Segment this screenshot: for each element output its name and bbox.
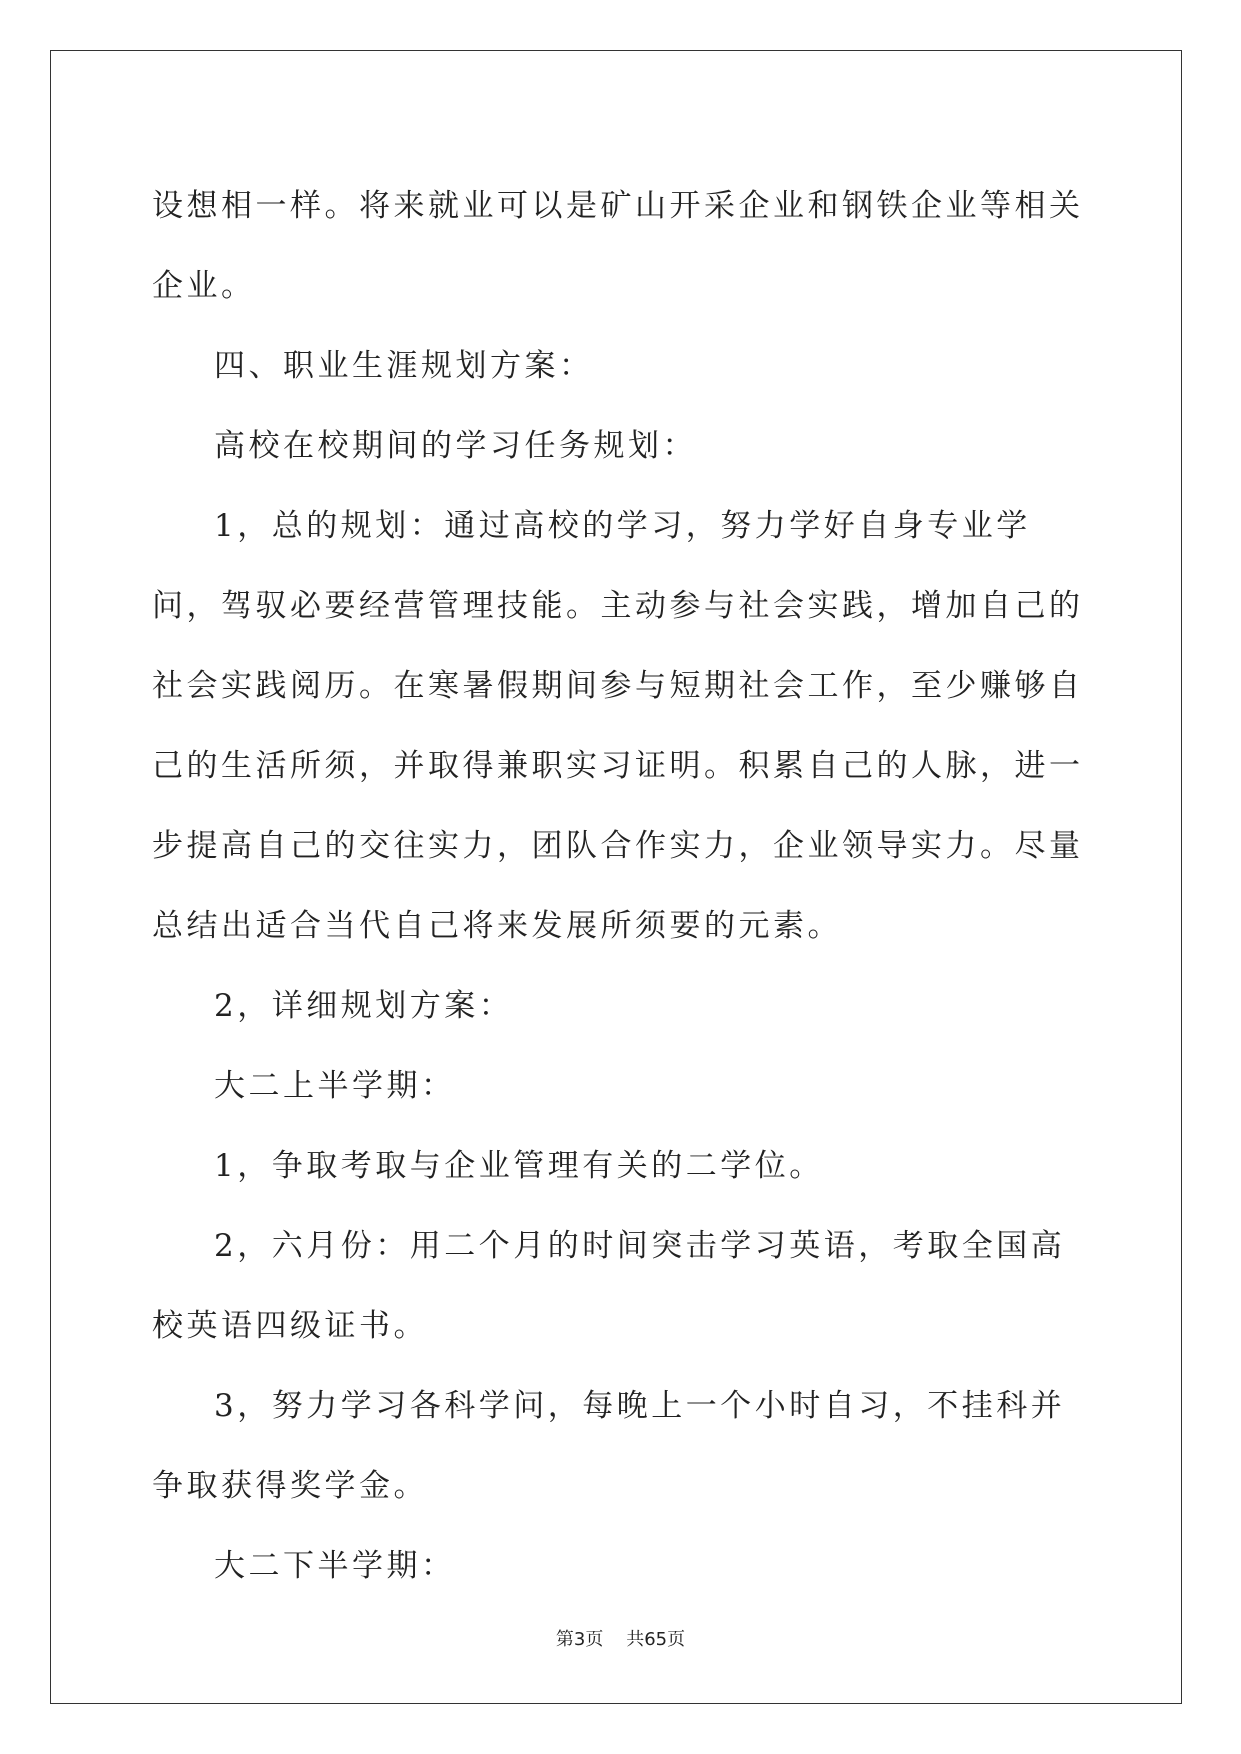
paragraph-6: 大二上半学期： xyxy=(214,1068,456,1104)
paragraph-2: 四、职业生涯规划方案： xyxy=(214,348,594,384)
paragraph-9: 3，努力学习各科学问，每晚上一个小时自习，不挂科并争取获得奖学金。 xyxy=(152,1388,1066,1504)
page-footer xyxy=(0,1625,1241,1651)
paragraph-3: 高校在校期间的学习任务规划： xyxy=(214,428,697,464)
paragraph-10: 大二下半学期： xyxy=(214,1548,456,1584)
paragraph-5: 2，详细规划方案： xyxy=(214,988,514,1024)
document-body xyxy=(152,166,1090,1606)
paragraph-4: 1，总的规划：通过高校的学习，努力学好自身专业学问，驾驭必要经营管理技能。主动参与社会实践，增加自己的社会实践阅历。在寒暑假期间参与短期社会工作，至少赚够自己的生活所须，并取得兼职实习证明。积累自己的人脉，进一步提高自己的交往实力，团队合作实力，企业领导实力。尽量总结出适合当代自己将来发展所须要的元素。 xyxy=(152,508,1084,944)
paragraph-8: 2，六月份：用二个月的时间突击学习英语，考取全国高校英语四级证书。 xyxy=(152,1228,1066,1344)
paragraph-7: 1，争取考取与企业管理有关的二学位。 xyxy=(214,1148,824,1184)
page-number: 第3页 xyxy=(555,1629,604,1650)
page-total: 共65页 xyxy=(626,1629,686,1650)
paragraph-1: 设想相一样。将来就业可以是矿山开采企业和钢铁企业等相关企业。 xyxy=(152,188,1084,304)
